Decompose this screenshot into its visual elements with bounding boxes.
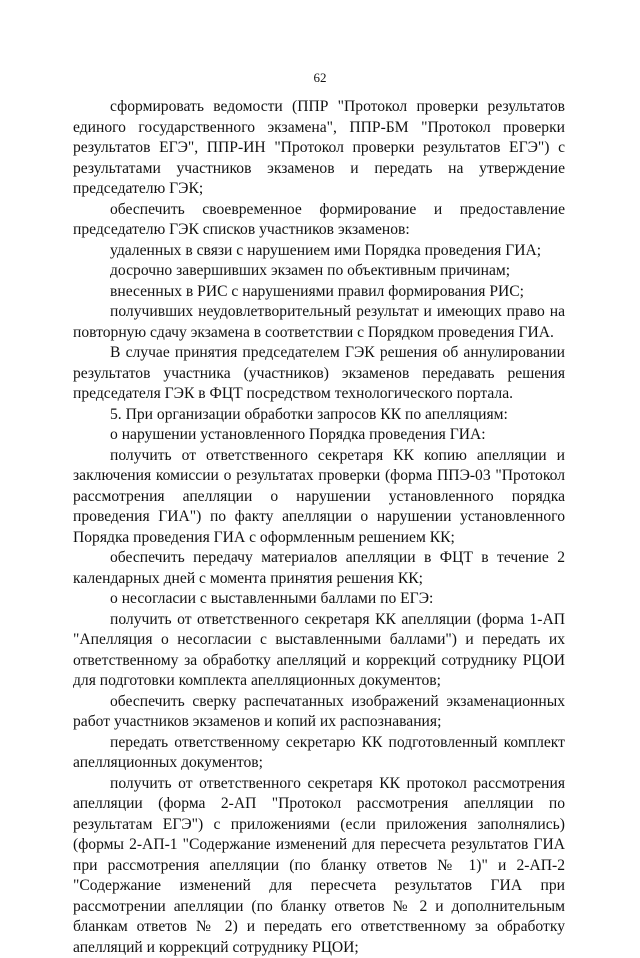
- list-item-unsatisfactory: получивших неудовлетворительный результат и имеющих право на повторную сдачу экзамена в соответствии с Порядком проведения ГИА.: [73, 302, 565, 343]
- list-item-removed: удаленных в связи с нарушением ими Порядка проведения ГИА;: [73, 241, 565, 262]
- list-item-ris-violations: внесенных в РИС с нарушениями правил формирования РИС;: [73, 282, 565, 303]
- paragraph-receive-appeal-copy: получить от ответственного секретаря КК копию апелляции и заключения комиссии о результатах проверки (форма ППЭ-03 "Протокол рассмотрения апелляции о нарушении установленного порядка проведения ГИА") по факту апелляции о нарушении установленного Порядка проведения ГИА с оформленным решением КК;: [73, 446, 565, 549]
- subheading-procedure-violation: о нарушении установленного Порядка проведения ГИА:: [73, 425, 565, 446]
- page-number: 62: [0, 70, 640, 86]
- paragraph-form-statements: сформировать ведомости (ППР "Протокол проверки результатов единого государственного экзамена", ППР-БМ "Протокол проверки результатов ЕГЭ", ППР-ИН "Протокол проверки результатов ЕГЭ") с результатами участников экзаменов и передать на утверждение председателю ГЭК;: [73, 97, 565, 200]
- paragraph-verify-images: обеспечить сверку распечатанных изображений экзаменационных работ участников экзаменов и копий их распознавания;: [73, 692, 565, 733]
- section-heading-appeals: 5. При организации обработки запросов КК по апелляциям:: [73, 405, 565, 426]
- paragraph-provide-lists: обеспечить своевременное формирование и предоставление председателю ГЭК списков участников экзаменов:: [73, 200, 565, 241]
- subheading-score-disagreement: о несогласии с выставленными баллами по ЕГЭ:: [73, 589, 565, 610]
- list-item-early-finish: досрочно завершивших экзамен по объективным причинам;: [73, 261, 565, 282]
- paragraph-hand-over-set: передать ответственному секретарю КК подготовленный комплект апелляционных документов;: [73, 733, 565, 774]
- paragraph-receive-protocol: получить от ответственного секретаря КК протокол рассмотрения апелляции (форма 2-АП "Протокол рассмотрения апелляции по результатам ЕГЭ") с приложениями (если приложения заполнялись) (формы 2-АП-1 "Содержание изменений для пересчета результатов ГИА при рассмотрения апелляции (по бланку ответов № 1)" и 2-АП-2 "Содержание изменений для пересчета результатов ГИА при рассмотрении апелляции (по бланку ответов № 2 и дополнительным бланкам ответов № 2) и передать его ответственному за обработку апелляций и коррекций сотруднику РЦОИ;: [73, 774, 565, 958]
- document-body: [73, 97, 565, 958]
- paragraph-receive-appeals: получить от ответственного секретаря КК апелляции (форма 1-АП "Апелляция о несогласии с выставленными баллами") и передать их ответственному за обработку апелляций и коррекций сотруднику РЦОИ для подготовки комплекта апелляционных документов;: [73, 610, 565, 692]
- paragraph-annulment: В случае принятия председателем ГЭК решения об аннулировании результатов участника (участников) экзаменов передавать решения председателя ГЭК в ФЦТ посредством технологического портала.: [73, 343, 565, 405]
- paragraph-transfer-materials: обеспечить передачу материалов апелляции в ФЦТ в течение 2 календарных дней с момента принятия решения КК;: [73, 548, 565, 589]
